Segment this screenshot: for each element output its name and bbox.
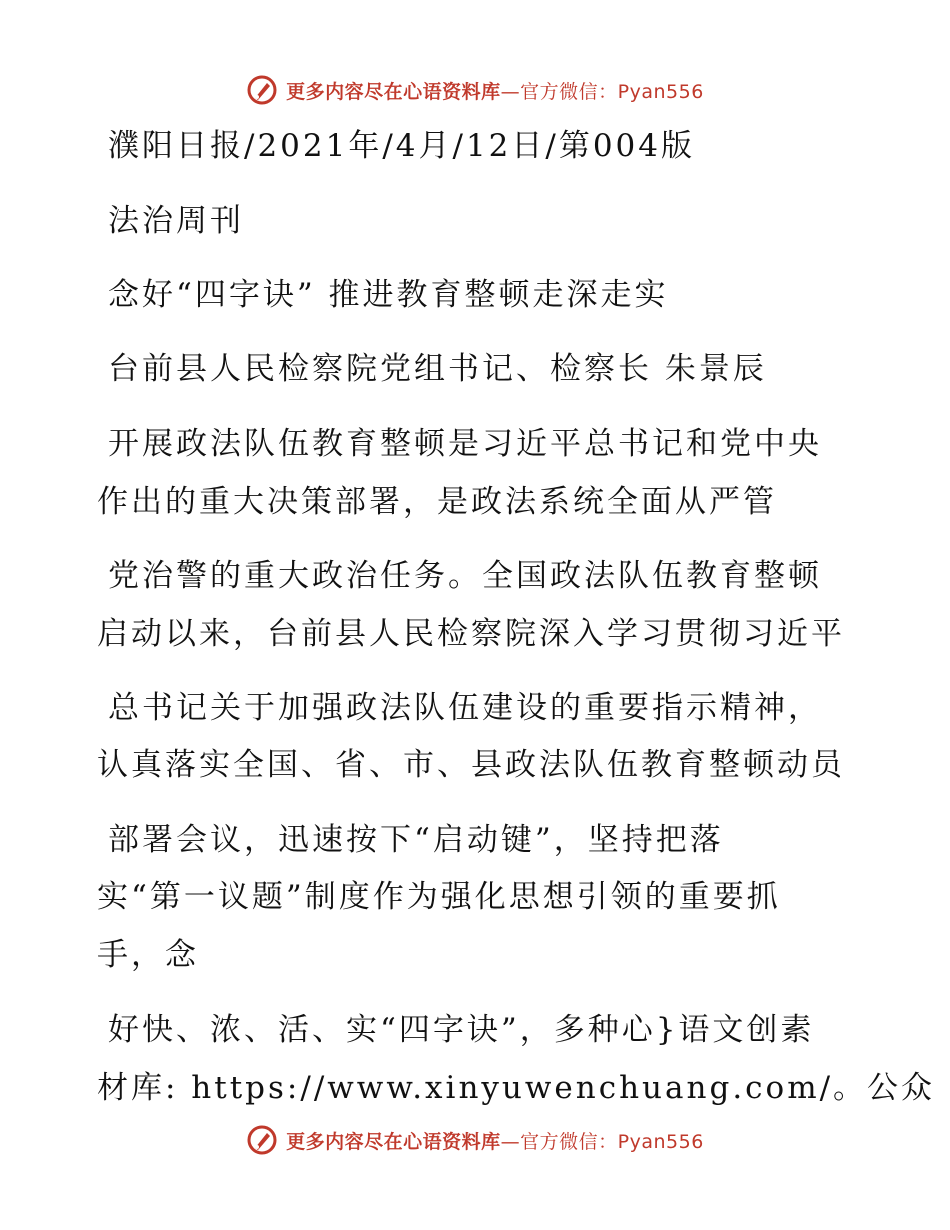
article-title: 念好“四字诀” 推进教育整顿走深走实 bbox=[108, 277, 669, 313]
body-line: 党治警的重大政治任务。全国政法队伍教育整顿 bbox=[108, 558, 822, 594]
watermark-footer bbox=[0, 1120, 950, 1160]
body-line: 作出的重大决策部署，是政法系统全面从严管 bbox=[97, 484, 777, 520]
body-line: 实“第一议题”制度作为强化思想引领的重要抓 bbox=[97, 879, 781, 915]
watermark-dash: — bbox=[500, 1130, 521, 1153]
body-line: 手，念 bbox=[97, 937, 199, 973]
body-line: 部署会议，迅速按下“启动键”，坚持把落 bbox=[108, 822, 724, 858]
pen-logo-icon bbox=[246, 1124, 278, 1156]
watermark-header bbox=[0, 70, 950, 110]
pen-logo-icon bbox=[246, 74, 278, 106]
watermark-dash: — bbox=[500, 80, 521, 103]
watermark-wechat: 官方微信：Pyan556 bbox=[520, 1130, 704, 1153]
article-author: 台前县人民检察院党组书记、检察长 朱景辰 bbox=[108, 351, 767, 387]
body-line: 材库: https://www.xinyuwenchuang.com/。公众 bbox=[97, 1070, 936, 1106]
body-line: 开展政法队伍教育整顿是习近平总书记和党中央 bbox=[108, 426, 822, 462]
watermark-text: 更多内容尽在心语资料库 bbox=[286, 1130, 501, 1153]
body-line: 认真落实全国、省、市、县政法队伍教育整顿动员 bbox=[97, 747, 845, 783]
body-line: 总书记关于加强政法队伍建设的重要指示精神， bbox=[108, 690, 822, 726]
body-line: 好快、浓、活、实“四字诀”，多种心}语文创素 bbox=[108, 1012, 815, 1048]
source-line: 濮阳日报/2021年/4月/12日/第004版 bbox=[108, 128, 696, 164]
section-title: 法治周刊 bbox=[108, 203, 244, 239]
body-line: 启动以来，台前县人民检察院深入学习贯彻习近平 bbox=[97, 616, 845, 652]
watermark-text: 更多内容尽在心语资料库 bbox=[286, 80, 501, 103]
watermark-wechat: 官方微信：Pyan556 bbox=[520, 80, 704, 103]
